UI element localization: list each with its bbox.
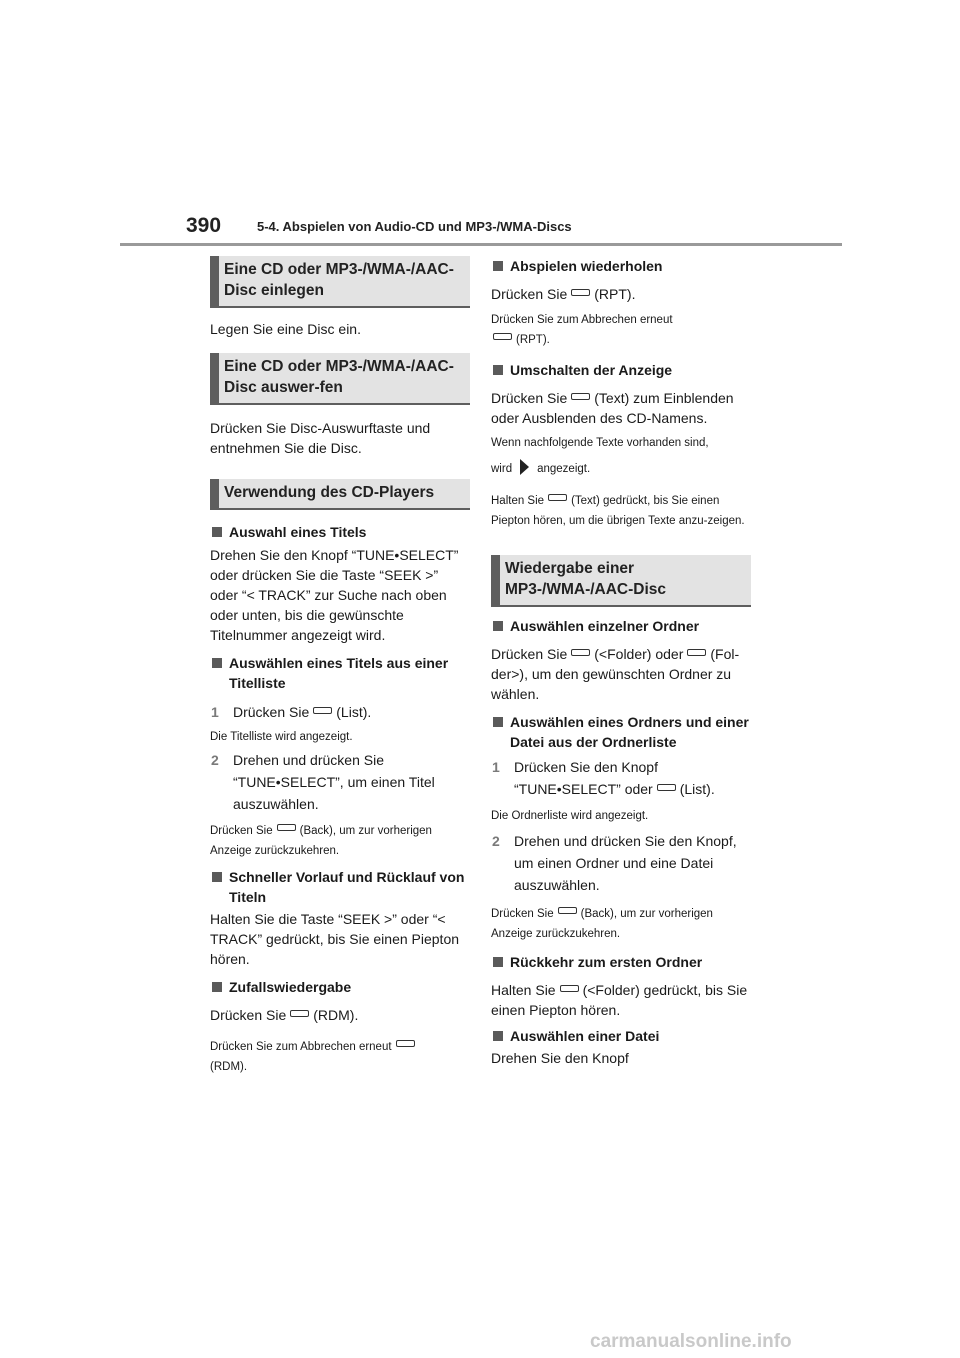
note-list-shown: Die Titelliste wird angezeigt. — [210, 731, 353, 743]
step-number: 1 — [492, 759, 500, 775]
step-text: Drehen und drücken Sie den Knopf, um einen Ordner und eine Datei auszuwählen. — [514, 833, 737, 893]
rpt-button-icon — [493, 333, 512, 340]
rdm-button-icon — [290, 1010, 309, 1017]
heading-cd-player: Verwendung des CD-Players — [210, 479, 470, 510]
chapter-title: 5-4. Abspielen von Audio-CD und MP3-/WMA-Discs — [257, 219, 572, 234]
right-column — [491, 256, 751, 1068]
note-arrow-shown: wird angezeigt. — [491, 459, 751, 479]
list-button-icon — [313, 707, 332, 714]
subheading-display-toggle: Umschalten der Anzeige — [491, 360, 751, 380]
first-folder-text: Halten Sie (<Folder) gedrückt, bis Sie einen Piepton hören. — [491, 982, 748, 1018]
step-number: 1 — [211, 704, 219, 720]
eject-text: Drücken Sie Disc-Auswurftaste und entnehmen Sie die Disc. — [210, 420, 431, 456]
step-1 — [491, 756, 751, 800]
repeat-text: Drücken Sie (RPT). — [491, 286, 636, 302]
step-text: (List). — [679, 781, 715, 797]
step-text: Drücken Sie den Knopf “TUNE•SELECT” oder — [514, 759, 658, 797]
subheading-first-folder: Rückkehr zum ersten Ordner — [491, 952, 751, 972]
note-more-text: Wenn nachfolgende Texte vorhanden sind, — [491, 437, 709, 449]
subheading-file-select: Auswählen einer Datei — [491, 1026, 751, 1046]
step-number: 2 — [211, 752, 219, 768]
subheading-repeat: Abspielen wiederholen — [491, 256, 751, 276]
subheading-random: Zufallswiedergabe — [210, 977, 470, 997]
step-text: Drücken Sie — [233, 704, 310, 720]
note-back: Drücken Sie (Back), um zur vorherigen Anzeige zurückzukehren. — [491, 908, 713, 940]
back-button-icon — [558, 907, 577, 914]
fast-forward-text: Halten Sie die Taste “SEEK >” oder “< TRACK” gedrückt, bis Sie einen Piepton hören. — [210, 911, 460, 967]
step-text: Drehen und drücken Sie “TUNE•SELECT”, um einen Titel auszuwählen. — [233, 752, 435, 812]
subheading-fast-forward: Schneller Vorlauf und Rücklauf von Titeln — [210, 867, 470, 907]
text-button-icon — [548, 494, 567, 501]
step-number: 2 — [492, 833, 500, 849]
subheading-track-list: Auswählen eines Titels aus einer Titelliste — [210, 653, 470, 693]
file-select-text: Drehen Sie den Knopf — [491, 1050, 629, 1066]
watermark: carmanualsonline.info — [590, 1331, 792, 1352]
note-repeat-cancel: Drücken Sie zum Abbrechen erneut (RPT). — [491, 314, 673, 346]
step-2 — [210, 749, 470, 815]
note-text-hold: Halten Sie (Text) gedrückt, bis Sie einen Piepton hören, um die übrigen Texte anzu-zeigen. — [491, 495, 745, 527]
text-button-icon — [571, 393, 590, 400]
header-divider — [120, 243, 842, 246]
subheading-track-select: Auswahl eines Titels — [210, 522, 470, 542]
page-number: 390 — [186, 214, 222, 237]
note-folder-list-shown: Die Ordnerliste wird angezeigt. — [491, 810, 649, 822]
note-random-cancel: Drücken Sie zum Abbrechen erneut (RDM). — [210, 1037, 470, 1077]
prev-folder-button-icon — [560, 985, 579, 992]
insert-text: Legen Sie eine Disc ein. — [210, 321, 361, 337]
list-button-icon — [657, 784, 676, 791]
step-2 — [491, 830, 751, 896]
subheading-folder-select: Auswählen einzelner Ordner — [491, 616, 751, 636]
rpt-button-icon — [571, 289, 590, 296]
display-toggle-text: Drücken Sie (Text) zum Einblenden oder Ausblenden des CD-Namens. — [491, 390, 734, 426]
step-text: (List). — [336, 704, 372, 720]
play-arrow-icon — [520, 459, 529, 475]
left-column — [210, 256, 470, 1077]
heading-insert-disc: Eine CD oder MP3-/WMA-/AAC-Disc einlegen — [210, 256, 470, 308]
step-1 — [210, 701, 470, 723]
note-back: Drücken Sie (Back), um zur vorherigen Anzeige zurückzukehren. — [210, 825, 432, 857]
back-button-icon — [277, 824, 296, 831]
prev-folder-button-icon — [571, 649, 590, 656]
next-folder-button-icon — [687, 649, 706, 656]
heading-mp3-playback: Wiedergabe einer MP3-/WMA-/AAC-Disc — [491, 555, 751, 607]
track-select-text: Drehen Sie den Knopf “TUNE•SELECT” oder drücken Sie die Taste “SEEK >” oder “< TRACK” zur Suche nach oben oder unten, bis die gewünschte Titelnummer angezeigt wird. — [210, 547, 459, 643]
heading-eject-disc: Eine CD oder MP3-/WMA-/AAC-Disc auswer-fen — [210, 353, 470, 405]
folder-select-text: Drücken Sie (<Folder) oder (Fol-der>), um den gewünschten Ordner zu wählen. — [491, 646, 740, 702]
subheading-folder-list: Auswählen eines Ordners und einer Datei aus der Ordnerliste — [491, 712, 751, 752]
random-text: Drücken Sie (RDM). — [210, 1007, 359, 1023]
rdm-button-icon — [396, 1040, 415, 1047]
